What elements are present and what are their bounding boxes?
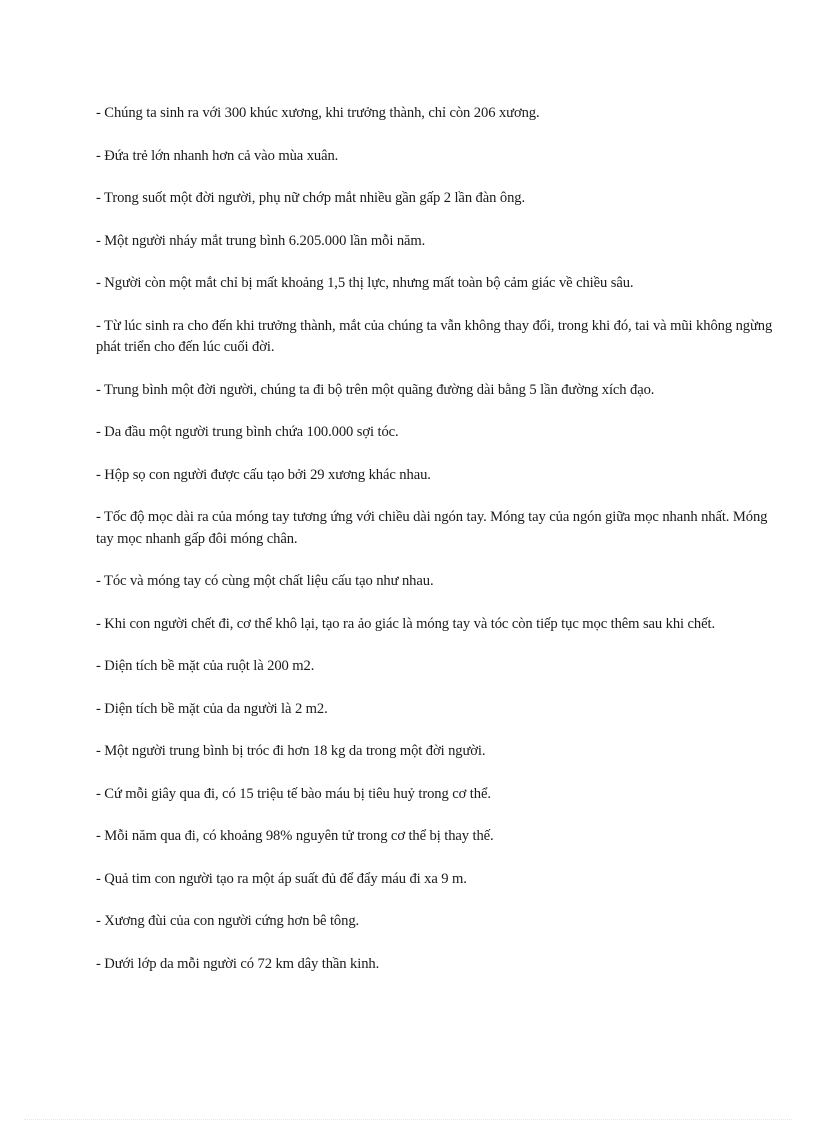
paragraph: - Cứ mỗi giây qua đi, có 15 triệu tế bào máu bị tiêu huỷ trong cơ thể. bbox=[96, 785, 491, 802]
paragraph: - Xương đùi của con người cứng hơn bê tông. bbox=[96, 913, 360, 929]
paragraph: - Chúng ta sinh ra với 300 khúc xương, khi trưởng thành, chỉ còn 206 xương. bbox=[96, 105, 540, 121]
paragraph: - Đứa trẻ lớn nhanh hơn cả vào mùa xuân. bbox=[96, 147, 339, 164]
paragraph: - Diện tích bề mặt của da người là 2 m2. bbox=[96, 700, 328, 717]
paragraph: - Dưới lớp da mỗi người có 72 km dây thần kinh. bbox=[96, 955, 380, 972]
paragraph: - Người còn một mắt chỉ bị mất khoảng 1,5 thị lực, nhưng mất toàn bộ cảm giác về chiều sâu. bbox=[96, 275, 634, 291]
paragraph: - Trung bình một đời người, chúng ta đi bộ trên một quãng đường dài bằng 5 lần đường xích đạo. bbox=[96, 381, 655, 398]
paragraph: - Trong suốt một đời người, phụ nữ chớp mắt nhiều gần gấp 2 lần đàn ông. bbox=[96, 190, 526, 206]
paragraph: - Một người trung bình bị tróc đi hơn 18 kg da trong một đời người. bbox=[96, 743, 486, 759]
paragraph: - Mỗi năm qua đi, có khoảng 98% nguyên tử trong cơ thể bị thay thế. bbox=[96, 828, 494, 844]
paragraph: - Hộp sọ con người được cấu tạo bởi 29 xương khác nhau. bbox=[96, 466, 431, 483]
paragraph: - Da đầu một người trung bình chứa 100.000 sợi tóc. bbox=[96, 424, 399, 440]
page-bottom-divider bbox=[24, 1119, 792, 1120]
paragraph: - Quả tim con người tạo ra một áp suất đủ để đẩy máu đi xa 9 m. bbox=[96, 870, 467, 887]
document-body bbox=[96, 103, 784, 996]
paragraph: - Từ lúc sinh ra cho đến khi trưởng thành, mắt của chúng ta vẫn không thay đổi, trong khi đó, tai và mũi không ngừng phát triển cho đến lúc cuối đời. bbox=[96, 317, 773, 355]
paragraph: - Một người nháy mắt trung bình 6.205.000 lần mỗi năm. bbox=[96, 232, 426, 249]
paragraph: - Diện tích bề mặt của ruột là 200 m2. bbox=[96, 658, 315, 674]
paragraph: - Khi con người chết đi, cơ thể khô lại, tạo ra ảo giác là móng tay và tóc còn tiếp tục mọc thêm sau khi chết. bbox=[96, 615, 716, 632]
paragraph: - Tóc và móng tay có cùng một chất liệu cấu tạo như nhau. bbox=[96, 573, 434, 589]
paragraph: - Tốc độ mọc dài ra của móng tay tương ứng với chiều dài ngón tay. Móng tay của ngón giữa mọc nhanh nhất. Móng tay mọc nhanh gấp đôi móng chân. bbox=[96, 509, 768, 547]
